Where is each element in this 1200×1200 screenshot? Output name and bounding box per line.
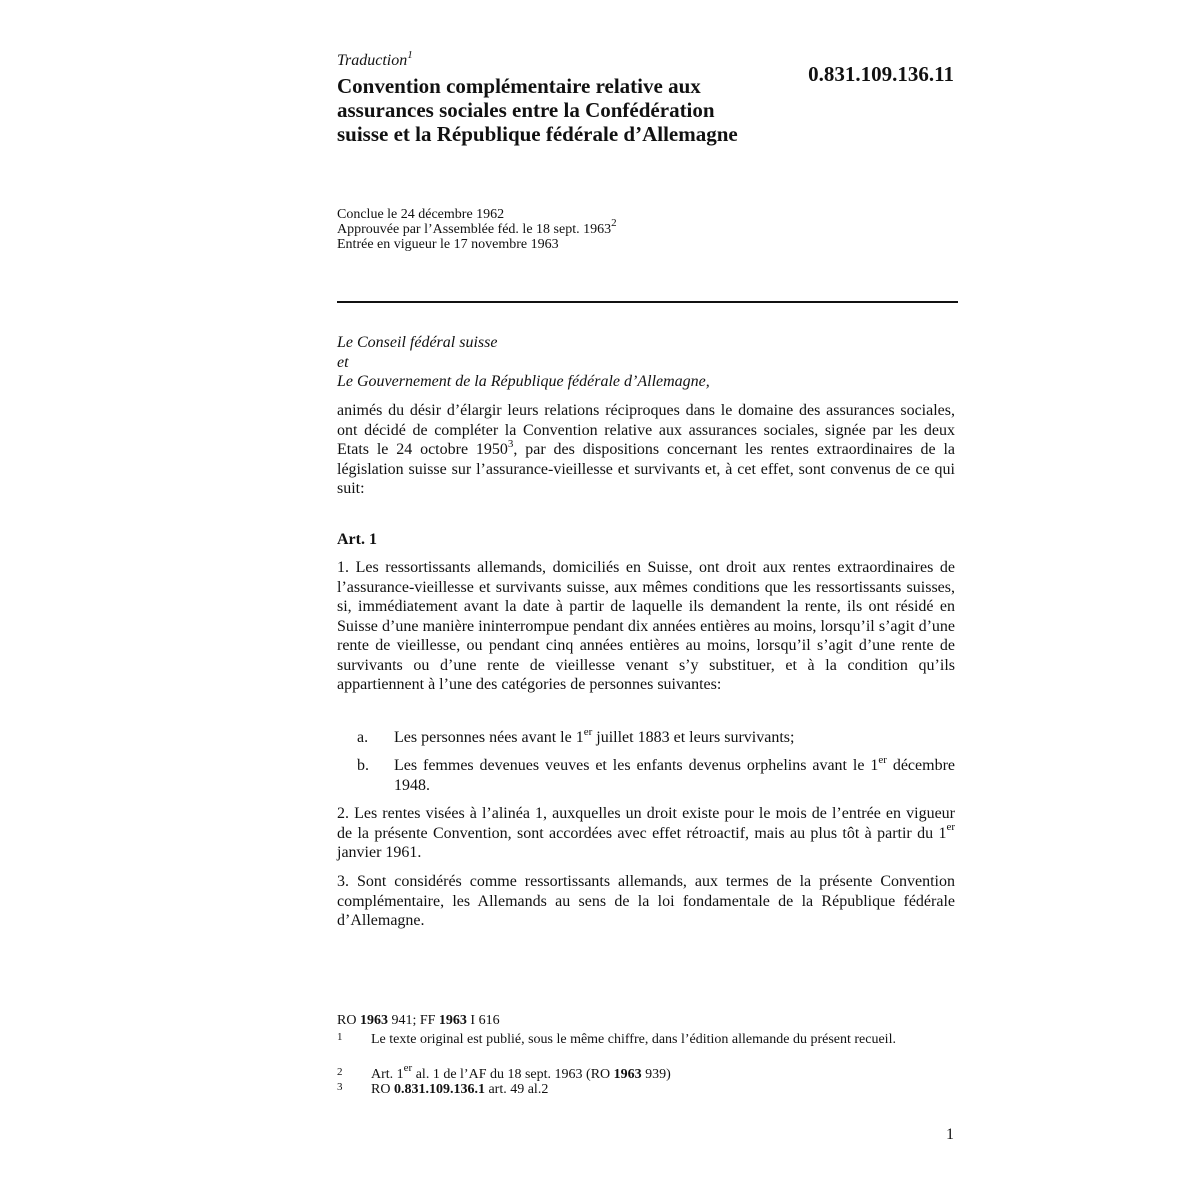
- preamble-text: animés du désir d’élargir leurs relations réciproques dans le domaine des assurances sociales, ont décidé de compléter la Convention relative aux assurances sociales, signée par les deux Etats le 24 octobre 1950$^3$, par des dispositions concernant les rentes extraordinaires de la législation suisse sur l’assurance-vieillesse et survivants et, à cet effet, sont convenus de ce qui suit:: [337, 402, 955, 497]
- footnote-3: [337, 1083, 955, 1096]
- entry-into-force-date: Entrée en vigueur le 17 novembre 1963: [337, 237, 559, 252]
- translation-label: Traduction$^1$: [337, 48, 413, 69]
- footnote-number: 3: [337, 1081, 343, 1093]
- article-heading: Art. 1: [337, 531, 377, 548]
- party-swiss: Le Conseil fédéral suisse: [337, 334, 498, 351]
- list-item-b: [357, 753, 956, 795]
- footnote-2: [337, 1062, 955, 1082]
- list-item-a: [357, 725, 955, 748]
- party-germany: Le Gouvernement de la République fédérale d’Allemagne,: [337, 373, 710, 390]
- source-reference: RO 1963 941; FF 1963 I 616: [337, 1013, 500, 1028]
- footnote-ref-2[interactable]: 2: [611, 217, 617, 230]
- footnote-ref-3[interactable]: 3: [507, 437, 514, 450]
- list-item-text: Les personnes nées avant le 1er juillet 1883 et leurs survivants;: [394, 725, 795, 746]
- preamble-parties: [337, 333, 710, 392]
- approval-date: Approuvée par l’Assemblée féd. le 18 sept. 1963$^2$: [337, 217, 617, 237]
- footnote-text: RO 0.831.109.136.1 art. 49 al.2: [371, 1082, 549, 1097]
- party-and: et: [337, 353, 349, 371]
- article-paragraph-3: 3. Sont considérés comme ressortissants allemands, aux termes de la présente Convention complémentaire, les Allemands au sens de la loi fondamentale de la République fédérale d’Allemagne.: [337, 873, 955, 929]
- footnote-text: Art. 1er al. 1 de l’AF du 18 sept. 1963 (RO 1963 939): [371, 1062, 671, 1082]
- document-page: [337, 0, 958, 1200]
- list-marker: b.: [357, 757, 369, 774]
- footnote-ref-1[interactable]: 1: [407, 48, 413, 61]
- list-item-text: Les femmes devenues veuves et les enfants devenus orphelins avant le 1er décembre 1948.: [394, 753, 956, 794]
- article-paragraph-2: 2. Les rentes visées à l’alinéa 1, auxquelles un droit existe pour le mois de l’entrée en vigueur de la présente Convention, sont accordées avec effet rétroactif, mais au plus tôt à partir du 1er janvier 1961.: [337, 805, 955, 861]
- footnote-number: 2: [337, 1066, 343, 1078]
- dates-block: [337, 207, 617, 252]
- document-title: Convention complémentaire relative aux assurances sociales entre la Confédération suisse et la République fédérale d’Allemagne: [337, 74, 738, 146]
- article-paragraph-1: 1. Les ressortissants allemands, domiciliés en Suisse, ont droit aux rentes extraordinaires de l’assurance-vieillesse et survivants suisse, aux mêmes conditions que les ressortissants suisses, si, immédiatement avant la date à partir de laquelle ils demandent la rente, ils ont résidé en Suisse d’une manière ininterrompue pendant dix années entières au moins, lorsqu’il s’agit d’une rente de vieillesse, ou pendant cinq années entières au moins, lorsqu’il s’agit d’une rente de survivants ou d’une rente de vieillesse venant s’y substituer, et à la condition qu’ils appartiennent à l’une des catégories de personnes suivantes:: [337, 559, 955, 693]
- page-number: 1: [946, 1126, 954, 1143]
- conclusion-date: Conclue le 24 décembre 1962: [337, 207, 505, 222]
- footnote-text: Le texte original est publié, sous le même chiffre, dans l’édition allemande du présent recueil.: [371, 1032, 896, 1047]
- rs-number: 0.831.109.136.11: [808, 62, 954, 86]
- list-marker: a.: [357, 729, 369, 746]
- horizontal-rule: [337, 301, 958, 303]
- footnote-1: [337, 1033, 955, 1046]
- footnote-number: 1: [337, 1031, 343, 1043]
